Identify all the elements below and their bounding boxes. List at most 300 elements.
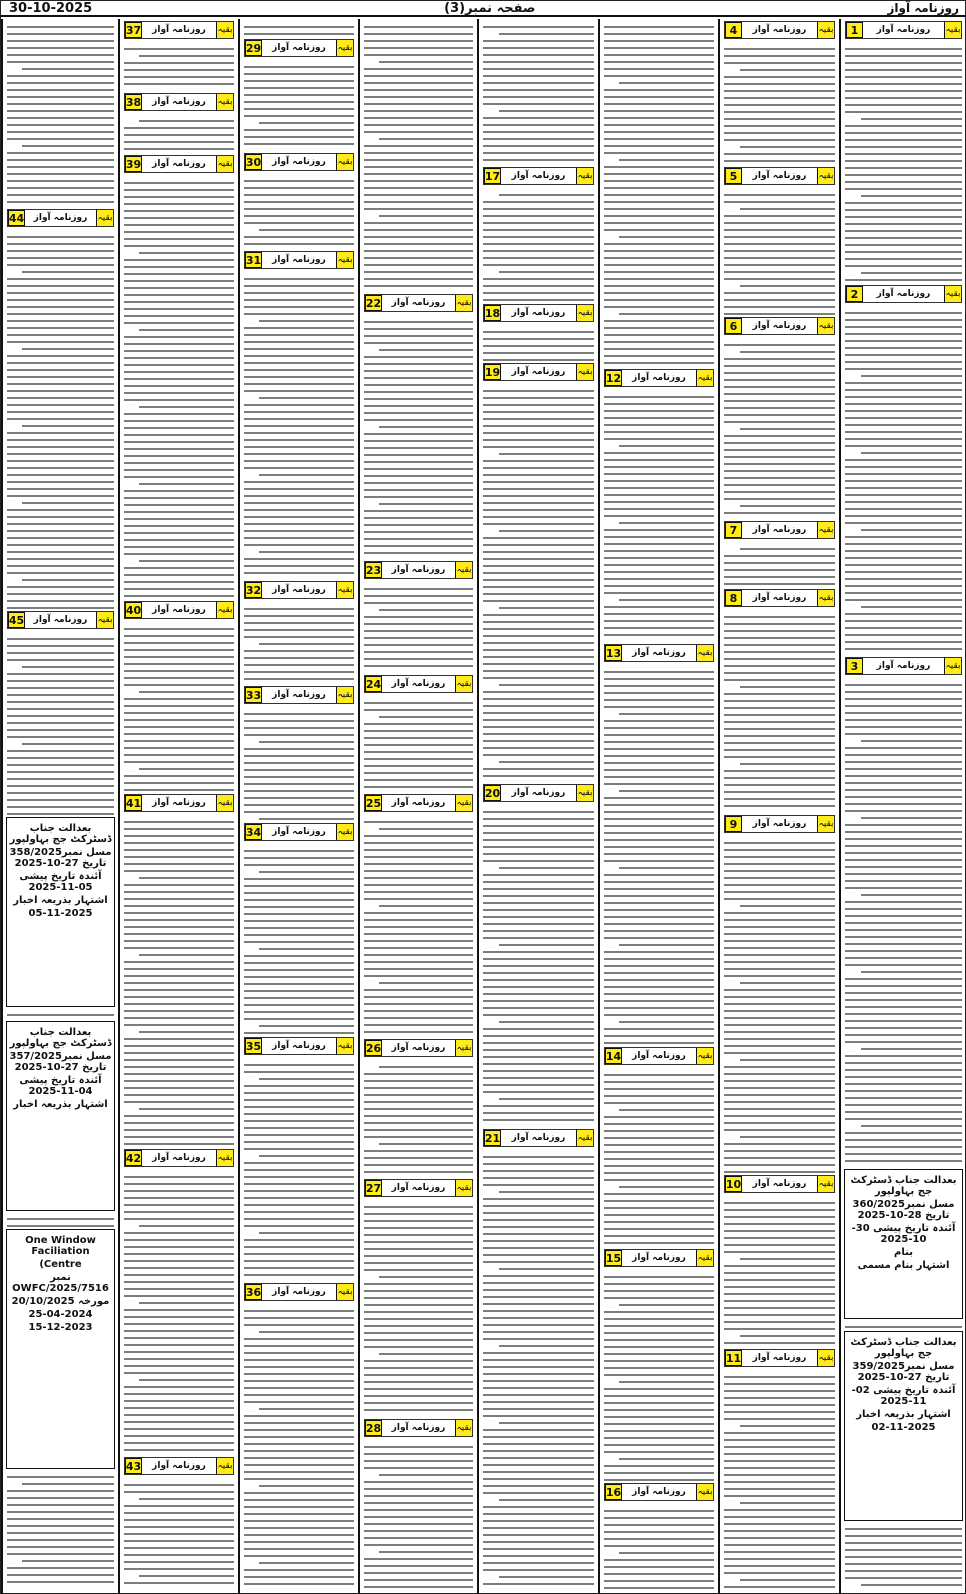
text-line (724, 1397, 835, 1399)
text-line (483, 1226, 594, 1228)
text-line (7, 1567, 114, 1569)
text-line (244, 1499, 354, 1501)
text-line (483, 993, 594, 995)
text-line (845, 508, 962, 510)
article-text (364, 21, 473, 292)
text-line (483, 145, 594, 147)
text-line (845, 999, 962, 1001)
text-line (483, 1233, 594, 1235)
text-line (483, 1254, 594, 1256)
text-line (259, 818, 354, 820)
text-line (124, 476, 234, 478)
text-line (7, 600, 114, 602)
text-line (724, 1157, 835, 1159)
continuation-box (244, 823, 354, 841)
text-line (124, 259, 234, 261)
text-line (124, 849, 234, 851)
text-line (604, 1028, 714, 1030)
text-line (845, 160, 962, 162)
text-line (724, 104, 835, 106)
text-line (244, 615, 354, 617)
continuation-title: روزنامہ آواز (632, 1253, 686, 1263)
continuation-box (124, 93, 234, 111)
text-line (499, 110, 594, 112)
text-line (604, 1339, 714, 1341)
text-line (845, 1069, 962, 1071)
text-line (845, 810, 962, 812)
text-line (724, 344, 835, 346)
text-line (845, 174, 962, 176)
text-line (483, 1247, 594, 1249)
text-line (845, 1153, 962, 1155)
text-line (139, 1302, 234, 1304)
text-line (244, 208, 354, 210)
text-line (364, 1558, 473, 1560)
text-line (364, 1409, 473, 1411)
article-text (724, 1371, 835, 1589)
text-line (7, 278, 114, 280)
text-line (7, 320, 114, 322)
text-line (483, 1184, 594, 1186)
text-line (124, 1239, 234, 1241)
text-line (483, 1219, 594, 1221)
text-line (124, 518, 234, 520)
article-text (244, 273, 354, 579)
text-line (724, 1265, 835, 1267)
text-line (740, 1258, 835, 1260)
text-line (244, 850, 354, 852)
text-line (483, 1317, 594, 1319)
text-line (124, 635, 234, 637)
text-line (244, 1032, 354, 1034)
text-line (724, 421, 835, 423)
text-line (364, 96, 473, 98)
text-line (7, 523, 114, 525)
issue-date: 30-10-2025 (9, 0, 93, 16)
continuation-tag: بقیہ (216, 602, 233, 618)
text-line (364, 1544, 473, 1546)
text-line (604, 1510, 714, 1512)
text-line (845, 691, 962, 693)
text-line (244, 1569, 354, 1571)
text-line (604, 692, 714, 694)
column-6 (238, 19, 358, 1594)
text-line (740, 208, 835, 210)
text-line (724, 884, 835, 886)
text-line (861, 1584, 962, 1586)
text-line (483, 68, 594, 70)
text-line (259, 1025, 354, 1027)
text-line (7, 1574, 114, 1576)
text-line (845, 684, 962, 686)
text-line (244, 650, 354, 652)
continuation-number: 2 (846, 286, 863, 302)
text-line (724, 306, 835, 308)
text-line (22, 425, 114, 427)
text-line (619, 82, 714, 84)
text-line (483, 1275, 594, 1277)
court-notice (844, 1169, 963, 1319)
continuation-box (724, 317, 835, 335)
text-line (7, 243, 114, 245)
text-line (499, 684, 594, 686)
text-line (845, 251, 962, 253)
text-line (740, 763, 835, 765)
text-line (604, 1014, 714, 1016)
continuation-box (244, 251, 354, 269)
text-line (724, 1314, 835, 1316)
text-line (364, 187, 473, 189)
continuation-number: 41 (125, 796, 142, 810)
text-line (124, 1330, 234, 1332)
text-line (22, 271, 114, 273)
text-line (244, 1317, 354, 1319)
text-line (124, 1204, 234, 1206)
text-line (845, 48, 962, 50)
notice-line: 05-11-2025 (28, 908, 93, 919)
text-line (483, 1513, 594, 1515)
text-line (244, 1127, 354, 1129)
text-line (7, 680, 114, 682)
article-text (124, 115, 234, 153)
text-line (845, 613, 962, 615)
text-line (619, 1552, 714, 1554)
text-line (364, 1530, 473, 1532)
text-line (845, 340, 962, 342)
column-8 (1, 19, 118, 1594)
text-line (124, 1547, 234, 1549)
text-line (845, 396, 962, 398)
text-line (139, 55, 234, 57)
text-line (244, 1204, 354, 1206)
text-line (845, 389, 962, 391)
text-line (604, 529, 714, 531)
notice-line: آئندہ تاریخ پیشی 30-10-2025 (851, 1223, 956, 1245)
text-line (845, 1570, 962, 1572)
text-line (244, 1218, 354, 1220)
text-line (845, 459, 962, 461)
text-line (244, 1576, 354, 1578)
text-line (845, 831, 962, 833)
text-line (483, 888, 594, 890)
continuation-box (724, 589, 835, 607)
article-text (604, 1505, 714, 1589)
notice-line: 15-12-2023 (28, 1322, 93, 1333)
text-line (604, 881, 714, 883)
text-line (604, 1242, 714, 1244)
text-line (364, 595, 473, 597)
text-line (724, 1031, 835, 1033)
text-line (845, 76, 962, 78)
text-line (364, 1241, 473, 1243)
text-line (724, 940, 835, 942)
text-line (724, 961, 835, 963)
text-line (124, 83, 234, 85)
text-line (604, 103, 714, 105)
continuation-tag: بقیہ (576, 168, 593, 184)
text-line (483, 1478, 594, 1480)
text-line (740, 505, 835, 507)
text-line (483, 299, 594, 301)
text-line (724, 912, 835, 914)
text-line (7, 715, 114, 717)
text-line (124, 217, 234, 219)
text-line (740, 1502, 835, 1504)
text-line (604, 306, 714, 308)
text-line (364, 1374, 473, 1376)
text-line (604, 1035, 714, 1037)
text-line (244, 129, 354, 131)
text-line (124, 1351, 234, 1353)
text-line (364, 623, 473, 625)
notice-line: مورخہ 20/10/2025 (11, 1296, 110, 1307)
text-line (364, 110, 473, 112)
article-text (604, 21, 714, 367)
text-line (124, 148, 234, 150)
text-line (604, 215, 714, 217)
text-line (379, 426, 473, 428)
text-line (724, 1150, 835, 1152)
text-line (604, 1465, 714, 1467)
text-line (483, 972, 594, 974)
text-line (604, 508, 714, 510)
text-line (7, 110, 114, 112)
text-line (604, 1172, 714, 1174)
text-line (124, 532, 234, 534)
text-line (364, 1332, 473, 1334)
text-line (861, 195, 962, 197)
text-line (124, 940, 234, 942)
text-line (724, 555, 835, 557)
text-line (604, 61, 714, 63)
text-line (604, 1297, 714, 1299)
text-line (724, 470, 835, 472)
text-line (619, 236, 714, 238)
text-line (259, 1232, 354, 1234)
text-line (364, 510, 473, 512)
text-line (604, 452, 714, 454)
text-line (604, 1353, 714, 1355)
text-line (724, 630, 835, 632)
text-line (364, 1502, 473, 1504)
text-line (364, 1586, 473, 1588)
text-line (22, 666, 114, 668)
text-line (604, 243, 714, 245)
text-line (604, 1395, 714, 1397)
text-line (124, 448, 234, 450)
text-line (604, 271, 714, 273)
continuation-number: 10 (725, 1177, 742, 1191)
text-line (124, 273, 234, 275)
text-line (724, 672, 835, 674)
text-line (244, 1169, 354, 1171)
text-line (604, 839, 714, 841)
continuation-box (124, 21, 234, 39)
text-line (124, 1129, 234, 1131)
text-line (845, 104, 962, 106)
notice-line: آئندہ تاریخ پیشی 05-11-2025 (19, 871, 102, 893)
continuation-number: 17 (484, 169, 501, 183)
text-line (244, 201, 354, 203)
text-line (364, 1108, 473, 1110)
text-line (124, 782, 234, 784)
continuation-number: 22 (365, 296, 382, 310)
text-line (483, 965, 594, 967)
text-line (7, 1532, 114, 1534)
text-line (22, 1560, 114, 1562)
text-line (604, 1193, 714, 1195)
text-line (724, 1383, 835, 1385)
text-line (619, 1304, 714, 1306)
text-line (604, 166, 714, 168)
text-line (483, 1457, 594, 1459)
text-line (364, 489, 473, 491)
text-line (483, 1436, 594, 1438)
text-line (364, 1446, 473, 1448)
text-line (483, 1527, 594, 1529)
text-line (483, 1408, 594, 1410)
text-line (7, 1525, 114, 1527)
continuation-number: 35 (245, 1039, 262, 1053)
text-line (740, 1335, 835, 1337)
notice-line: بنام (894, 1247, 913, 1258)
notice-line: بعدالت جناب ڈسٹرکٹ جج بہاولپور (850, 1175, 957, 1197)
text-line (845, 90, 962, 92)
text-line (845, 1097, 962, 1099)
text-line (604, 1566, 714, 1568)
text-line (483, 719, 594, 721)
text-line (724, 679, 835, 681)
text-line (483, 1028, 594, 1030)
text-line (244, 783, 354, 785)
text-line (845, 564, 962, 566)
text-line (364, 257, 473, 259)
text-line (619, 944, 714, 946)
text-line (604, 972, 714, 974)
text-line (724, 877, 835, 879)
text-line (724, 1565, 835, 1567)
text-line (604, 1318, 714, 1320)
text-line (364, 1171, 473, 1173)
text-line (364, 1453, 473, 1455)
text-line (724, 222, 835, 224)
text-line (124, 434, 234, 436)
text-line (259, 1408, 354, 1410)
text-line (845, 754, 962, 756)
text-line (483, 691, 594, 693)
text-line (364, 370, 473, 372)
text-line (124, 567, 234, 569)
text-line (483, 26, 594, 28)
text-line (124, 69, 234, 71)
text-line (619, 1186, 714, 1188)
continuation-title: روزنامہ آواز (391, 798, 446, 808)
text-line (124, 1316, 234, 1318)
text-line (364, 996, 473, 998)
text-line (22, 145, 114, 147)
text-line (483, 1415, 594, 1417)
text-line (124, 926, 234, 928)
text-line (845, 543, 962, 545)
text-line (364, 391, 473, 393)
text-line (124, 385, 234, 387)
text-line (124, 308, 234, 310)
text-line (483, 740, 594, 742)
text-line (364, 1080, 473, 1082)
text-line (604, 131, 714, 133)
text-line (244, 1324, 354, 1326)
article-text (483, 385, 594, 782)
continuation-box (724, 167, 835, 185)
text-line (7, 26, 114, 28)
text-line (7, 558, 114, 560)
text-line (483, 1541, 594, 1543)
text-line (845, 824, 962, 826)
text-line (724, 257, 835, 259)
text-line (740, 1579, 835, 1581)
text-line (724, 477, 835, 479)
text-line (724, 491, 835, 493)
text-line (7, 201, 114, 203)
text-line (259, 474, 354, 476)
text-line (364, 1460, 473, 1462)
text-line (7, 1581, 114, 1583)
text-line (604, 937, 714, 939)
text-line (7, 124, 114, 126)
text-line (124, 504, 234, 506)
text-line (724, 1003, 835, 1005)
text-line (244, 1506, 354, 1508)
text-line (364, 285, 473, 287)
text-line (364, 264, 473, 266)
text-line (124, 1365, 234, 1367)
text-line (845, 494, 962, 496)
notice-line: مسل نمبر359/2025 تاریخ 27-10-2025 (852, 1361, 955, 1383)
text-line (124, 595, 234, 597)
continuation-number: 4 (725, 22, 742, 38)
text-line (845, 943, 962, 945)
continuation-number: 38 (125, 95, 142, 109)
text-line (483, 1112, 594, 1114)
notice-line: بعدالت جناب ڈسٹرکٹ جج بہاولپور (850, 1337, 957, 1359)
text-line (740, 351, 835, 353)
text-line (244, 720, 354, 722)
text-line (604, 173, 714, 175)
text-line (124, 1218, 234, 1220)
text-line (604, 1402, 714, 1404)
text-line (499, 530, 594, 532)
continuation-title: روزنامہ آواز (272, 690, 326, 700)
text-line (244, 608, 354, 610)
text-line (244, 1092, 354, 1094)
text-line (124, 546, 234, 548)
text-line (845, 347, 962, 349)
text-line (244, 1366, 354, 1368)
text-line (364, 821, 473, 823)
text-line (244, 1141, 354, 1143)
text-line (364, 356, 473, 358)
text-line (244, 1011, 354, 1013)
text-line (244, 892, 354, 894)
text-line (364, 870, 473, 872)
text-line (364, 975, 473, 977)
text-line (483, 579, 594, 581)
text-line (845, 312, 962, 314)
text-line (124, 280, 234, 282)
text-line (604, 1102, 714, 1104)
text-line (604, 811, 714, 813)
text-line (724, 215, 835, 217)
